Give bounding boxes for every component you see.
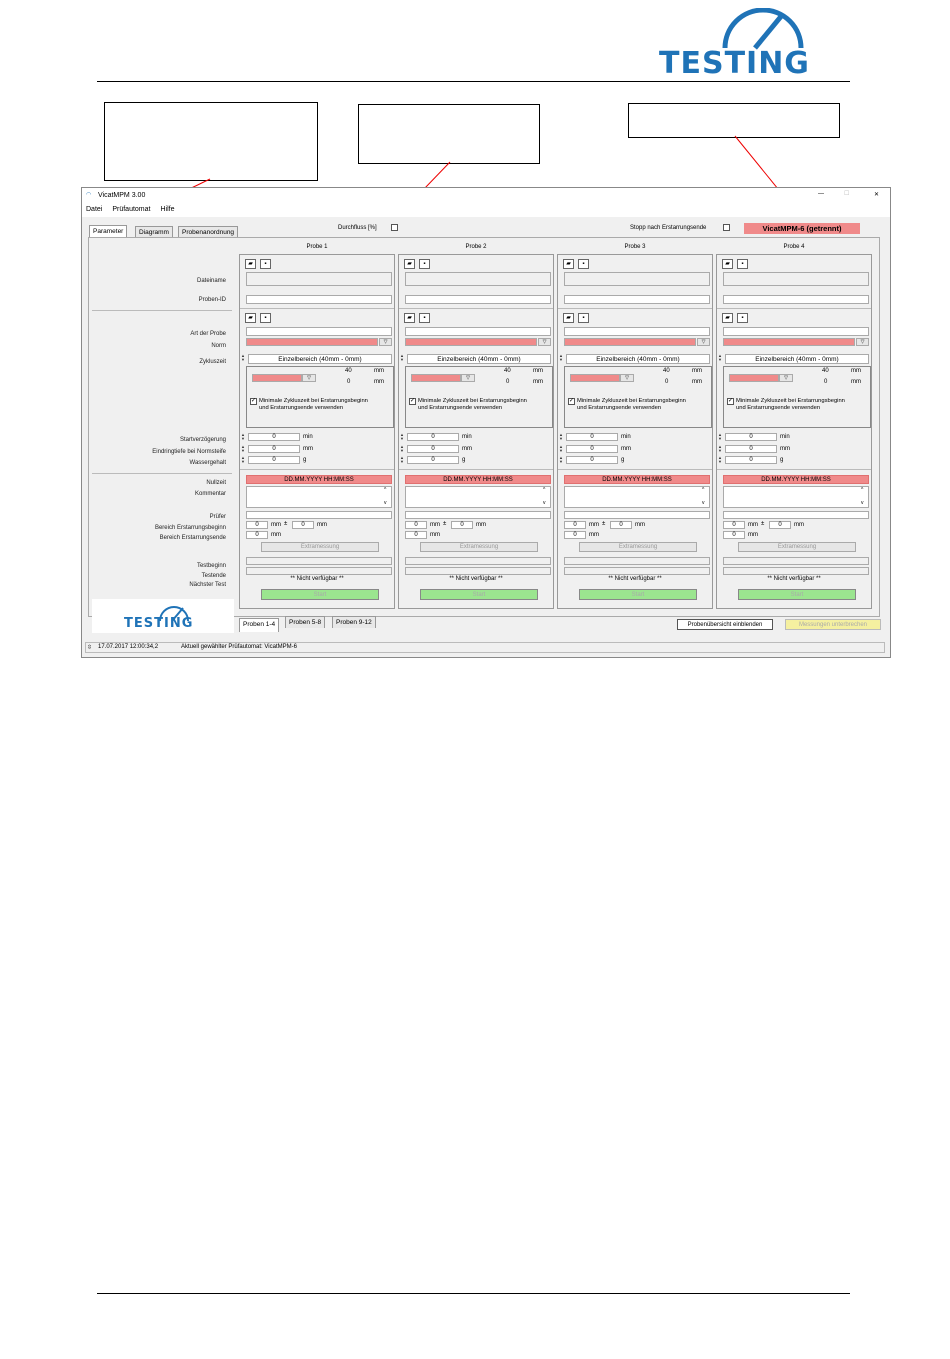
label-norm: Norm xyxy=(211,343,226,349)
zyklus-range-dropdown-icon[interactable]: ▽ xyxy=(302,374,316,382)
probe-header: Probe 2 xyxy=(465,244,487,250)
zyklus-select[interactable]: Einzelbereich (40mm - 0mm) xyxy=(566,354,710,364)
probe-header: Probe 3 xyxy=(624,244,646,250)
open-folder-icon[interactable]: ▰ xyxy=(404,313,415,323)
proben-id-field[interactable] xyxy=(723,295,869,304)
divider xyxy=(399,308,553,309)
value-0: 0 xyxy=(824,379,828,385)
naechster-test-value: ** Nicht verfügbar ** xyxy=(449,576,503,582)
menu-hilfe[interactable]: Hilfe xyxy=(160,206,175,213)
min-zyklus-checkbox[interactable]: ✓ xyxy=(410,398,416,404)
min-zyklus-label-2: und Erstarrungsende verwenden xyxy=(418,405,503,411)
norm-select[interactable] xyxy=(246,338,378,346)
dateiname-field[interactable] xyxy=(723,272,869,286)
label-dateiname: Dateiname xyxy=(196,278,226,284)
eindring-field[interactable]: 0 xyxy=(407,445,459,453)
testbeginn-field xyxy=(246,557,392,565)
durchfluss-label: Durchfluss [%] xyxy=(338,225,377,231)
spinner-icon[interactable]: ▲ ▼ xyxy=(241,432,245,441)
min-zyklus-checkbox[interactable]: ✓ xyxy=(569,398,575,404)
save-icon[interactable]: ▪ xyxy=(737,259,748,269)
dateiname-field[interactable] xyxy=(564,272,710,286)
stopp-label: Stopp nach Erstarrungsende xyxy=(630,225,707,231)
spinner-icon[interactable]: ▲ ▼ xyxy=(241,353,245,362)
naechster-test-value: ** Nicht verfügbar ** xyxy=(767,576,821,582)
unit-mm: mm xyxy=(780,446,790,452)
device-status-badge: VicatMPM-6 (getrennt) xyxy=(744,223,860,234)
art-field[interactable] xyxy=(405,327,551,336)
save-icon[interactable]: ▪ xyxy=(578,313,589,323)
app-gauge-icon: ◠ xyxy=(86,192,92,198)
status-spin-icon: ⇳ xyxy=(87,645,93,651)
start-button[interactable]: Start xyxy=(579,589,697,600)
zyklus-select[interactable]: Einzelbereich (40mm - 0mm) xyxy=(725,354,869,364)
startverz-field[interactable]: 0 xyxy=(248,433,300,441)
unit-mm: mm xyxy=(851,368,861,374)
scroll-up-icon[interactable]: ^ xyxy=(861,487,864,493)
spinner-icon[interactable]: ▲ ▼ xyxy=(718,353,722,362)
tab-diagramm[interactable]: Diagramm xyxy=(135,226,173,238)
scroll-up-icon[interactable]: ^ xyxy=(543,487,546,493)
min-zyklus-label-1: Minimale Zykluszeit bei Erstarrungsbeginn xyxy=(259,398,368,404)
nullzeit-field[interactable]: DD.MM.YYYY HH:MM:SS xyxy=(405,475,551,484)
norm-dropdown-icon[interactable]: ▽ xyxy=(379,338,392,346)
ende-field[interactable]: 0 xyxy=(246,531,268,539)
unit-mm: mm xyxy=(748,522,758,528)
testende-field xyxy=(246,567,392,575)
probe-header: Probe 4 xyxy=(783,244,805,250)
spinner-icon[interactable]: ▲ ▼ xyxy=(559,455,563,464)
status-datetime: 17.07.2017 12:00:34,2 xyxy=(98,644,159,650)
spinner-icon[interactable]: ▲ ▼ xyxy=(400,455,404,464)
min-zyklus-checkbox[interactable]: ✓ xyxy=(251,398,257,404)
unit-mm: mm xyxy=(533,379,543,385)
wasser-field[interactable]: 0 xyxy=(725,456,777,464)
art-field[interactable] xyxy=(723,327,869,336)
unit-mm: mm xyxy=(374,368,384,374)
testende-field xyxy=(723,567,869,575)
pruefer-field[interactable] xyxy=(723,511,869,519)
zyklus-range-field[interactable] xyxy=(252,374,302,382)
zyklus-range-dropdown-icon[interactable]: ▽ xyxy=(620,374,634,382)
zyklus-select[interactable]: Einzelbereich (40mm - 0mm) xyxy=(248,354,392,364)
beginn-from-field[interactable]: 0 xyxy=(564,521,586,529)
open-folder-icon[interactable]: ▰ xyxy=(245,313,256,323)
norm-dropdown-icon[interactable]: ▽ xyxy=(856,338,869,346)
label-eindring: Eindringtiefe bei Normsteife xyxy=(152,449,226,455)
pruefer-field[interactable] xyxy=(405,511,551,519)
pruefer-field[interactable] xyxy=(246,511,392,519)
unit-mm: mm xyxy=(303,446,313,452)
probe-column xyxy=(239,254,395,609)
min-zyklus-label-1: Minimale Zykluszeit bei Erstarrungsbeginn xyxy=(577,398,686,404)
pruefer-field[interactable] xyxy=(564,511,710,519)
spinner-icon[interactable]: ▲ ▼ xyxy=(400,444,404,453)
min-zyklus-label-2: und Erstarrungsende verwenden xyxy=(259,405,344,411)
divider xyxy=(558,308,712,309)
close-button[interactable]: ✕ xyxy=(874,192,880,198)
unit-g: g xyxy=(780,457,784,463)
kommentar-textarea[interactable] xyxy=(246,486,392,508)
norm-select[interactable] xyxy=(723,338,855,346)
norm-select[interactable] xyxy=(405,338,537,346)
beginn-tol-field[interactable]: 0 xyxy=(610,521,632,529)
norm-select[interactable] xyxy=(564,338,696,346)
divider xyxy=(240,469,394,470)
scroll-down-icon[interactable]: v xyxy=(543,500,546,506)
label-pruefer: Prüfer xyxy=(209,514,226,520)
unit-mm: mm xyxy=(462,446,472,452)
save-icon[interactable]: ▪ xyxy=(419,313,430,323)
divider xyxy=(92,310,232,311)
spinner-icon[interactable]: ▲ ▼ xyxy=(559,444,563,453)
spinner-icon[interactable]: ▲ ▼ xyxy=(718,432,722,441)
scroll-down-icon[interactable]: v xyxy=(861,500,864,506)
norm-dropdown-icon[interactable]: ▽ xyxy=(538,338,551,346)
plus-minus: ± xyxy=(602,521,606,527)
zyklus-range-field[interactable] xyxy=(729,374,779,382)
label-ende: Bereich Erstarrungsende xyxy=(159,535,226,541)
beginn-from-field[interactable]: 0 xyxy=(405,521,427,529)
divider xyxy=(92,473,232,474)
art-field[interactable] xyxy=(564,327,710,336)
value-0: 0 xyxy=(665,379,669,385)
value-0: 0 xyxy=(347,379,351,385)
probe-column xyxy=(716,254,872,609)
unit-mm: mm xyxy=(589,532,599,538)
kommentar-textarea[interactable] xyxy=(723,486,869,508)
min-zyklus-label-2: und Erstarrungsende verwenden xyxy=(736,405,821,411)
logo-text: TESTING xyxy=(659,46,810,81)
spinner-icon[interactable]: ▲ ▼ xyxy=(241,444,245,453)
wasser-field[interactable]: 0 xyxy=(248,456,300,464)
start-button[interactable]: Start xyxy=(420,589,538,600)
art-field[interactable] xyxy=(246,327,392,336)
unit-min: min xyxy=(462,434,472,440)
ende-field[interactable]: 0 xyxy=(405,531,427,539)
panel-logo-text: TESTING xyxy=(124,616,194,631)
open-folder-icon[interactable]: ▰ xyxy=(563,259,574,269)
spinner-icon[interactable]: ▲ ▼ xyxy=(718,444,722,453)
testbeginn-field xyxy=(564,557,710,565)
value-40: 40 xyxy=(822,368,829,374)
scroll-down-icon[interactable]: v xyxy=(384,500,387,506)
wasser-field[interactable]: 0 xyxy=(407,456,459,464)
unit-mm: mm xyxy=(374,379,384,385)
label-beginn: Bereich Erstarrungsbeginn xyxy=(154,525,226,531)
probe-header: Probe 1 xyxy=(306,244,328,250)
plus-minus: ± xyxy=(284,521,288,527)
testende-field xyxy=(564,567,710,575)
value-40: 40 xyxy=(345,368,352,374)
startverz-field[interactable]: 0 xyxy=(566,433,618,441)
kommentar-textarea[interactable] xyxy=(405,486,551,508)
unit-mm: mm xyxy=(589,522,599,528)
eindring-field[interactable]: 0 xyxy=(566,445,618,453)
plus-minus: ± xyxy=(443,521,447,527)
scroll-up-icon[interactable]: ^ xyxy=(702,487,705,493)
start-button[interactable]: Start xyxy=(738,589,856,600)
unit-mm: mm xyxy=(317,522,327,528)
nullzeit-field[interactable]: DD.MM.YYYY HH:MM:SS xyxy=(246,475,392,484)
open-folder-icon[interactable]: ▰ xyxy=(722,259,733,269)
kommentar-textarea[interactable] xyxy=(564,486,710,508)
window-title: VicatMPM 3.00 xyxy=(98,192,146,199)
label-art: Art der Probe xyxy=(190,331,226,337)
proben-id-field[interactable] xyxy=(246,295,392,304)
divider xyxy=(717,308,871,309)
menu-datei[interactable]: Datei xyxy=(86,206,103,213)
divider xyxy=(399,469,553,470)
save-icon[interactable]: ▪ xyxy=(419,259,430,269)
unit-mm: mm xyxy=(476,522,486,528)
label-startverz: Startverzögerung xyxy=(179,437,226,443)
naechster-test-value: ** Nicht verfügbar ** xyxy=(608,576,662,582)
scroll-up-icon[interactable]: ^ xyxy=(384,487,387,493)
norm-dropdown-icon[interactable]: ▽ xyxy=(697,338,710,346)
unit-g: g xyxy=(621,457,625,463)
save-icon[interactable]: ▪ xyxy=(260,313,271,323)
unit-mm: mm xyxy=(271,532,281,538)
divider xyxy=(717,469,871,470)
menu-pruefautomat[interactable]: Prüfautomat xyxy=(112,206,151,213)
zyklus-range-field[interactable] xyxy=(570,374,620,382)
unit-mm: mm xyxy=(430,532,440,538)
extramessung-button[interactable]: Extramessung xyxy=(579,542,697,552)
min-zyklus-label-1: Minimale Zykluszeit bei Erstarrungsbeginn xyxy=(736,398,845,404)
probe-column xyxy=(557,254,713,609)
beginn-tol-field[interactable]: 0 xyxy=(451,521,473,529)
save-icon[interactable]: ▪ xyxy=(260,259,271,269)
label-nullzeit: Nullzeit xyxy=(206,480,226,486)
footer-rule xyxy=(97,1293,850,1294)
testende-field xyxy=(405,567,551,575)
nullzeit-field[interactable]: DD.MM.YYYY HH:MM:SS xyxy=(723,475,869,484)
label-wasser: Wassergehalt xyxy=(189,460,226,466)
unit-mm: mm xyxy=(794,522,804,528)
zyklus-range-field[interactable] xyxy=(411,374,461,382)
scroll-down-icon[interactable]: v xyxy=(702,500,705,506)
spinner-icon[interactable]: ▲ ▼ xyxy=(400,432,404,441)
divider xyxy=(558,469,712,470)
spinner-icon[interactable]: ▲ ▼ xyxy=(718,455,722,464)
maximize-button[interactable]: ☐ xyxy=(844,191,850,197)
value-40: 40 xyxy=(504,368,511,374)
unit-g: g xyxy=(462,457,466,463)
durchfluss-checkbox[interactable] xyxy=(391,224,398,231)
start-button[interactable]: Start xyxy=(261,589,379,600)
unit-mm: mm xyxy=(621,446,631,452)
nullzeit-field[interactable]: DD.MM.YYYY HH:MM:SS xyxy=(564,475,710,484)
startverz-field[interactable]: 0 xyxy=(407,433,459,441)
unit-mm: mm xyxy=(430,522,440,528)
label-testbeginn: Testbeginn xyxy=(196,563,226,569)
unit-mm: mm xyxy=(851,379,861,385)
menu-bar xyxy=(82,203,890,217)
spinner-icon[interactable]: ▲ ▼ xyxy=(559,353,563,362)
unit-mm: mm xyxy=(533,368,543,374)
spinner-icon[interactable]: ▲ ▼ xyxy=(241,455,245,464)
open-folder-icon[interactable]: ▰ xyxy=(563,313,574,323)
divider xyxy=(240,308,394,309)
minimize-button[interactable]: — xyxy=(818,191,824,197)
eindring-field[interactable]: 0 xyxy=(725,445,777,453)
open-folder-icon[interactable]: ▰ xyxy=(245,259,256,269)
wasser-field[interactable]: 0 xyxy=(566,456,618,464)
testbeginn-field xyxy=(405,557,551,565)
panel-logo xyxy=(92,599,234,633)
unit-mm: mm xyxy=(748,532,758,538)
beginn-from-field[interactable]: 0 xyxy=(246,521,268,529)
startverz-field[interactable]: 0 xyxy=(725,433,777,441)
stopp-checkbox[interactable] xyxy=(723,224,730,231)
proben-id-field[interactable] xyxy=(564,295,710,304)
unit-g: g xyxy=(303,457,307,463)
status-text: Aktuell gewählter Prüfautomat: VicatMPM-6 xyxy=(181,644,297,650)
zyklus-range-dropdown-icon[interactable]: ▽ xyxy=(779,374,793,382)
unit-mm: mm xyxy=(271,522,281,528)
spinner-icon[interactable]: ▲ ▼ xyxy=(559,432,563,441)
beginn-tol-field[interactable]: 0 xyxy=(292,521,314,529)
label-testende: Testende xyxy=(201,573,226,579)
save-icon[interactable]: ▪ xyxy=(737,313,748,323)
unit-min: min xyxy=(621,434,631,440)
zyklus-select[interactable]: Einzelbereich (40mm - 0mm) xyxy=(407,354,551,364)
ende-field[interactable]: 0 xyxy=(723,531,745,539)
tab-parameter[interactable]: Parameter xyxy=(89,225,127,239)
open-folder-icon[interactable]: ▰ xyxy=(722,313,733,323)
value-0: 0 xyxy=(506,379,510,385)
tab-proben-1-4[interactable]: Proben 1-4 xyxy=(239,618,279,632)
beginn-from-field[interactable]: 0 xyxy=(723,521,745,529)
title-bar xyxy=(82,188,890,203)
tab-proben-9-12[interactable]: Proben 9-12 xyxy=(332,616,376,628)
open-folder-icon[interactable]: ▰ xyxy=(404,259,415,269)
zyklus-range-dropdown-icon[interactable]: ▽ xyxy=(461,374,475,382)
proben-id-field[interactable] xyxy=(405,295,551,304)
unit-min: min xyxy=(303,434,313,440)
dateiname-field[interactable] xyxy=(405,272,551,286)
value-40: 40 xyxy=(663,368,670,374)
naechster-test-value: ** Nicht verfügbar ** xyxy=(290,576,344,582)
label-kommentar: Kommentar xyxy=(194,491,226,497)
unit-mm: mm xyxy=(692,368,702,374)
unit-mm: mm xyxy=(635,522,645,528)
overview-button[interactable]: Probenübersicht einblenden xyxy=(677,619,773,630)
unit-mm: mm xyxy=(692,379,702,385)
testbeginn-field xyxy=(723,557,869,565)
app-window xyxy=(81,187,891,658)
plus-minus: ± xyxy=(761,521,765,527)
tab-proben-5-8[interactable]: Proben 5-8 xyxy=(285,616,325,628)
extramessung-button[interactable]: Extramessung xyxy=(738,542,856,552)
probe-column xyxy=(398,254,554,609)
interrupt-button[interactable]: Messungen unterbrechen xyxy=(785,619,881,630)
beginn-tol-field[interactable]: 0 xyxy=(769,521,791,529)
ende-field[interactable]: 0 xyxy=(564,531,586,539)
status-bar xyxy=(85,642,885,653)
min-zyklus-label-1: Minimale Zykluszeit bei Erstarrungsbeginn xyxy=(418,398,527,404)
spinner-icon[interactable]: ▲ ▼ xyxy=(400,353,404,362)
label-zyklus: Zykluszeit xyxy=(199,359,226,365)
eindring-field[interactable]: 0 xyxy=(248,445,300,453)
save-icon[interactable]: ▪ xyxy=(578,259,589,269)
label-naechster: Nächster Test xyxy=(189,582,226,588)
min-zyklus-label-2: und Erstarrungsende verwenden xyxy=(577,405,662,411)
label-proben-id: Proben-ID xyxy=(198,297,226,303)
tab-probenanordnung[interactable]: Probenanordnung xyxy=(178,226,238,238)
extramessung-button[interactable]: Extramessung xyxy=(261,542,379,552)
min-zyklus-checkbox[interactable]: ✓ xyxy=(728,398,734,404)
dateiname-field[interactable] xyxy=(246,272,392,286)
unit-min: min xyxy=(780,434,790,440)
extramessung-button[interactable]: Extramessung xyxy=(420,542,538,552)
